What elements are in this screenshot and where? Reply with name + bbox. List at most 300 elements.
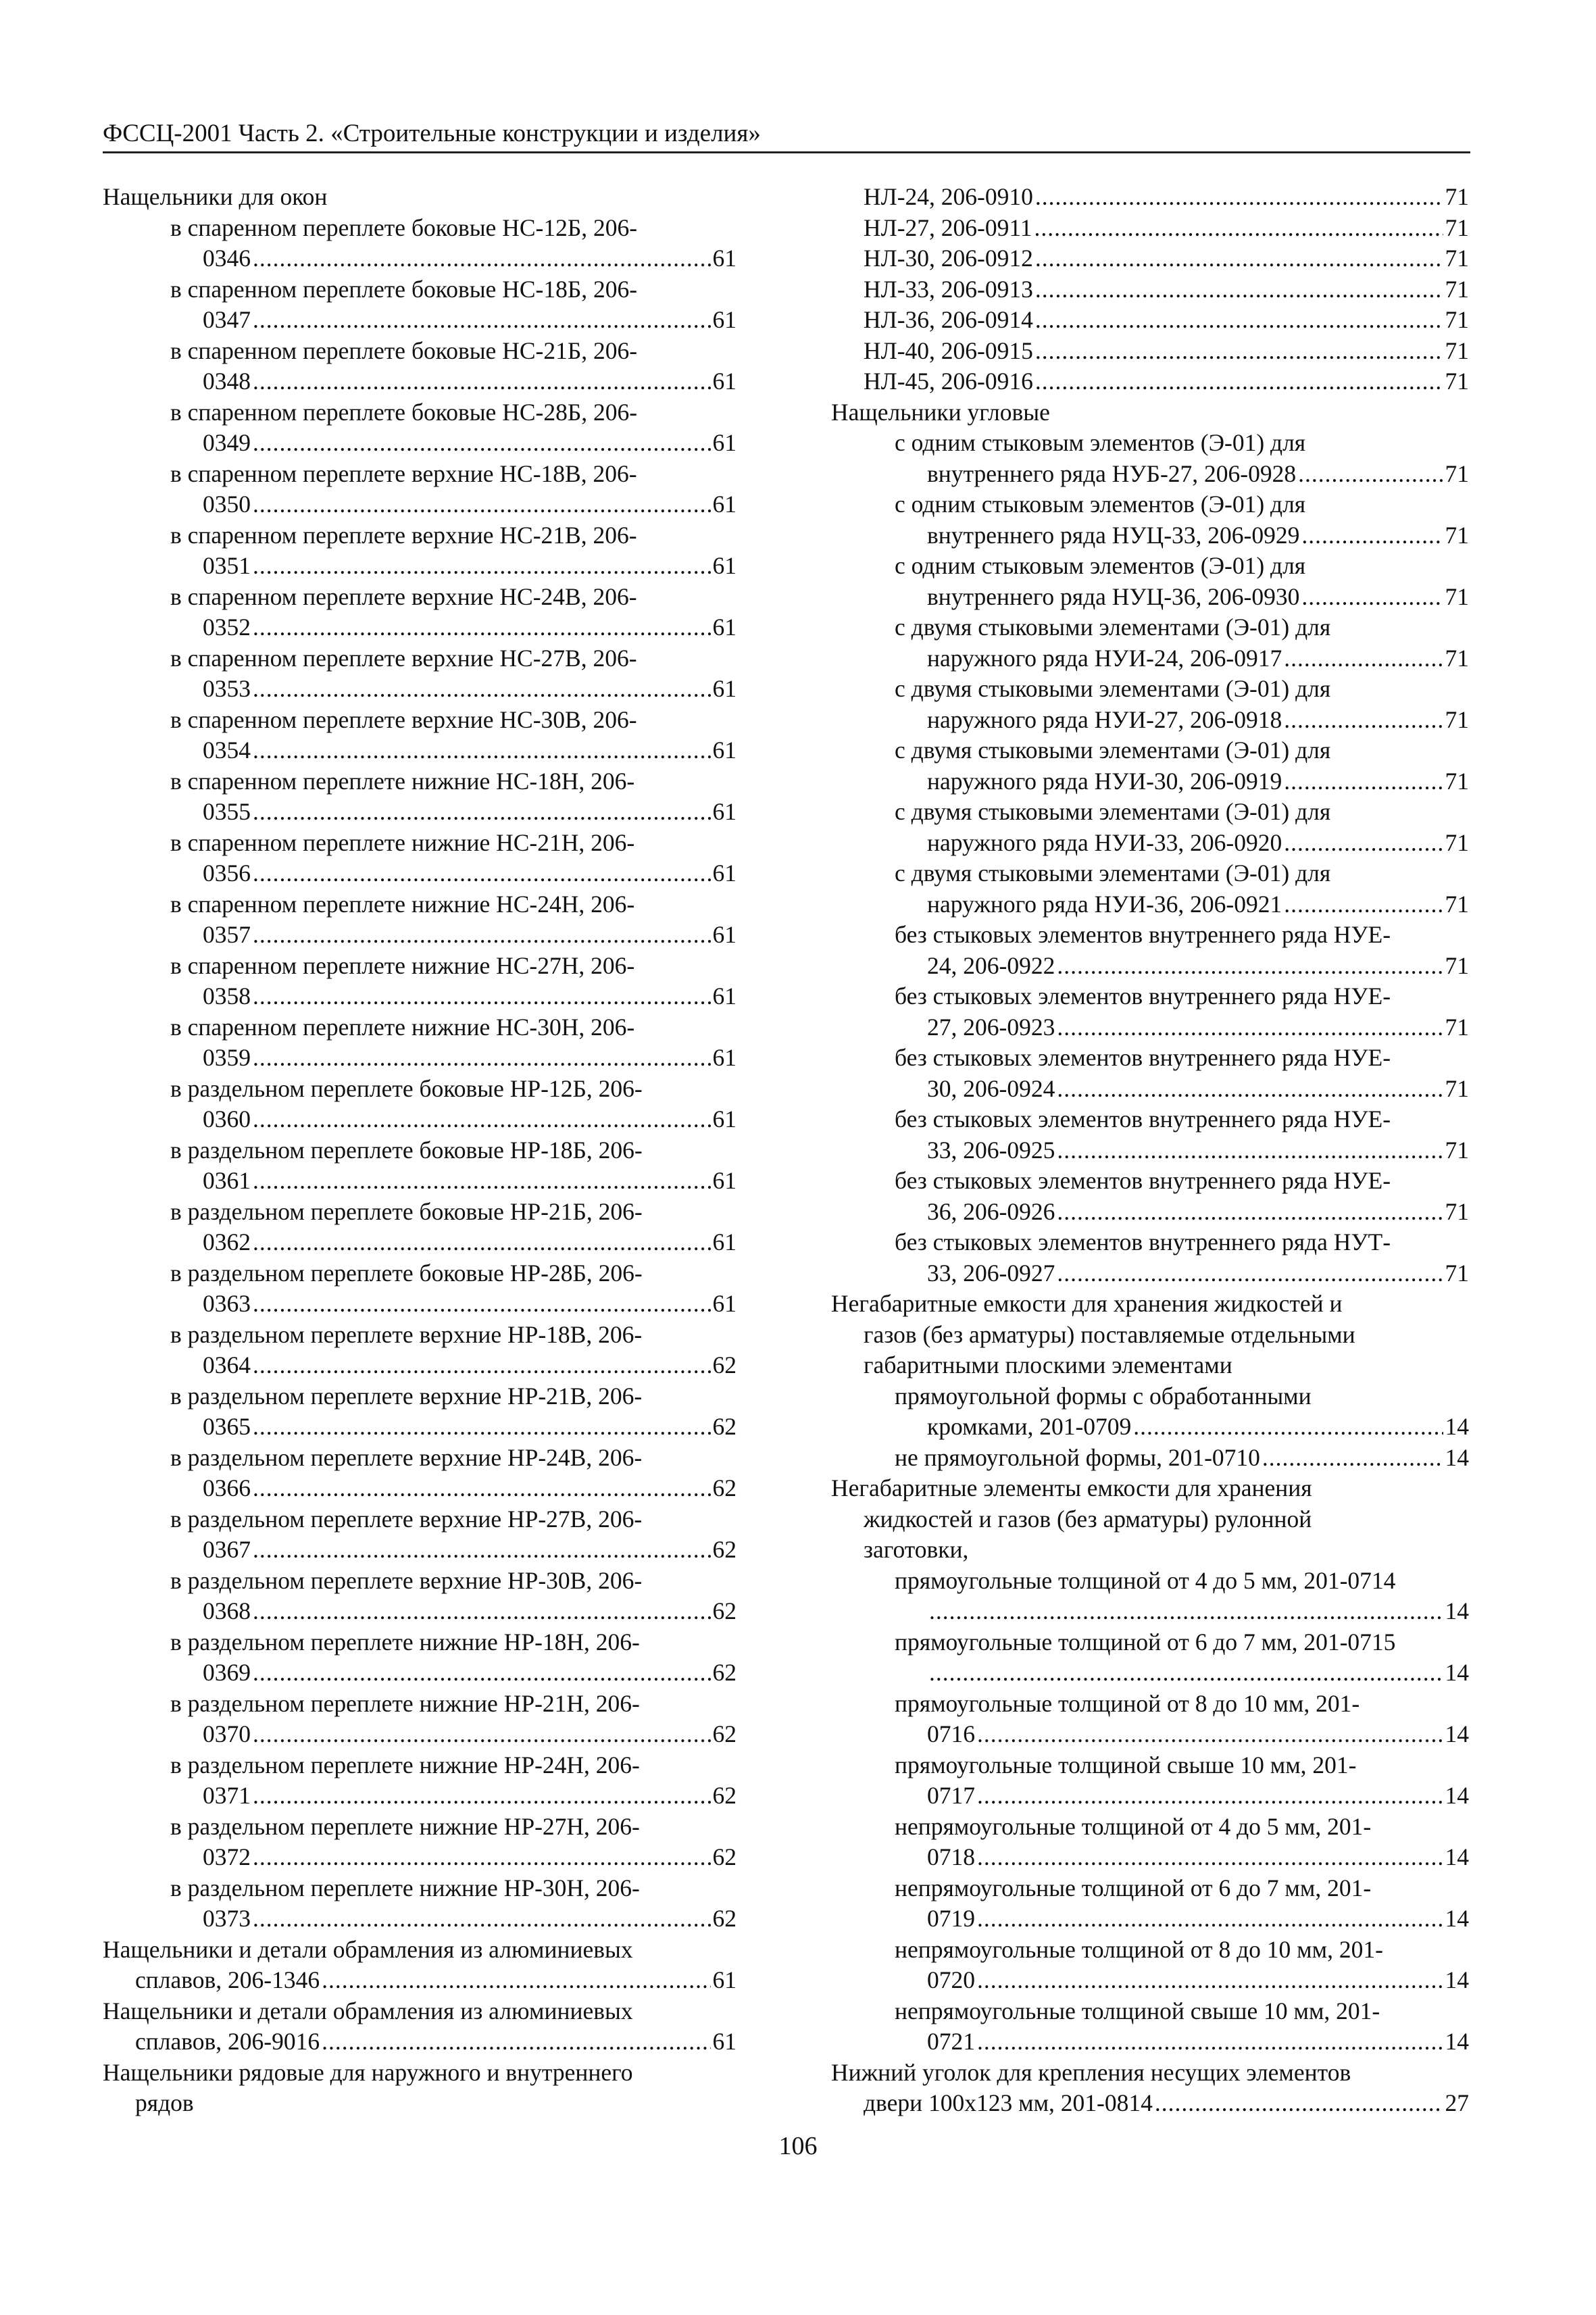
index-entry-line bbox=[103, 1812, 737, 1843]
entry-text: прямоугольной формы с обработанными bbox=[895, 1382, 1312, 1410]
index-entry-line bbox=[103, 1596, 737, 1627]
index-entry-line bbox=[103, 336, 737, 367]
entry-page-number: 71 bbox=[1445, 368, 1469, 395]
entry-text: прямоугольные толщиной от 4 до 5 мм, 201-0714 bbox=[895, 1566, 1396, 1594]
index-entry-line bbox=[831, 1566, 1469, 1597]
index-entry-line bbox=[103, 459, 737, 490]
dot-leader bbox=[253, 551, 711, 582]
index-entry-line bbox=[831, 1197, 1469, 1228]
index-entry-line bbox=[831, 643, 1469, 674]
dot-leader bbox=[1057, 1197, 1443, 1228]
index-entry-line bbox=[831, 920, 1469, 951]
index-entry-line bbox=[103, 981, 737, 1012]
dot-leader bbox=[253, 1473, 711, 1504]
entry-text: заготовки, bbox=[864, 1536, 969, 1563]
entry-page-number: 71 bbox=[1445, 1013, 1469, 1041]
dot-leader bbox=[253, 735, 711, 766]
dot-leader bbox=[322, 2026, 710, 2058]
entry-page-number: 71 bbox=[1445, 275, 1469, 303]
index-entry-line bbox=[831, 459, 1469, 490]
index-entry-line bbox=[103, 1689, 737, 1720]
entry-page-number: 71 bbox=[1445, 890, 1469, 918]
index-entry-line bbox=[831, 1812, 1469, 1843]
dot-leader bbox=[253, 858, 711, 889]
entry-page-number: 14 bbox=[1445, 2028, 1469, 2055]
entry-text: Нащельники угловые bbox=[831, 398, 1050, 426]
entry-page-number: 27 bbox=[1445, 2089, 1469, 2116]
entry-page-number: 71 bbox=[1445, 644, 1469, 672]
index-entry-line bbox=[103, 1781, 737, 1812]
index-entry-line bbox=[103, 889, 737, 920]
entry-text: 0721 bbox=[927, 2028, 975, 2055]
index-entry-line bbox=[103, 1504, 737, 1535]
index-entry-line bbox=[103, 612, 737, 643]
running-header: ФССЦ-2001 Часть 2. «Строительные конструкции и изделия» bbox=[103, 119, 1470, 153]
entry-text: в спаренном переплете нижние НС-27Н, 206- bbox=[170, 951, 635, 979]
entry-text: Нащельники для окон bbox=[103, 183, 328, 210]
index-entry-line bbox=[103, 1996, 737, 2027]
entry-page-number: 61 bbox=[712, 245, 737, 272]
entry-text: без стыковых элементов внутреннего ряда НУЕ- bbox=[895, 982, 1391, 1010]
entry-text: 0365 bbox=[203, 1413, 251, 1440]
entry-page-number: 71 bbox=[1445, 1136, 1469, 1164]
entry-text: в раздельном переплете боковые НР-28Б, 206- bbox=[170, 1259, 643, 1287]
entry-page-number: 61 bbox=[712, 921, 737, 948]
entry-text: 0720 bbox=[927, 1966, 975, 1993]
entry-text: 0357 bbox=[203, 921, 251, 948]
dot-leader bbox=[1035, 336, 1443, 367]
index-entry-line bbox=[103, 1381, 737, 1412]
dot-leader bbox=[929, 1596, 1443, 1627]
entry-text: в раздельном переплете нижние НР-30Н, 206- bbox=[170, 1874, 640, 1901]
index-entry-line bbox=[103, 213, 737, 244]
entry-text: в спаренном переплете боковые НС-21Б, 206- bbox=[170, 337, 638, 364]
entry-page-number: 62 bbox=[712, 1413, 737, 1440]
index-entry-line bbox=[831, 951, 1469, 982]
entry-text: в спаренном переплете нижние НС-18Н, 206- bbox=[170, 767, 635, 795]
entry-text: непрямоугольные толщиной от 8 до 10 мм, 201- bbox=[895, 1935, 1383, 1963]
dot-leader bbox=[253, 674, 711, 705]
index-entry-line bbox=[103, 858, 737, 889]
entry-text: в раздельном переплете верхние НР-30В, 206- bbox=[170, 1566, 643, 1594]
dot-leader bbox=[1262, 1443, 1443, 1474]
entry-text: сплавов, 206-9016 bbox=[135, 2028, 320, 2055]
index-entry-line bbox=[831, 1935, 1469, 1966]
dot-leader bbox=[929, 1658, 1443, 1689]
entry-page-number: 71 bbox=[1445, 306, 1469, 333]
index-entry-line bbox=[103, 1935, 737, 1966]
page-number: 106 bbox=[778, 2132, 818, 2160]
index-entry-line bbox=[831, 1903, 1469, 1935]
entry-text: наружного ряда НУИ-30, 206-0919 bbox=[927, 767, 1282, 795]
index-entry-line bbox=[831, 1043, 1469, 1074]
entry-page-number: 62 bbox=[712, 1905, 737, 1932]
entry-text: 36, 206-0926 bbox=[927, 1197, 1055, 1225]
entry-text: в раздельном переплете верхние НР-18В, 206- bbox=[170, 1320, 643, 1348]
entry-text: в спаренном переплете боковые НС-18Б, 206- bbox=[170, 275, 638, 303]
entry-text: 0354 bbox=[203, 737, 251, 764]
entry-text: 0371 bbox=[203, 1782, 251, 1809]
index-entry-line bbox=[103, 1197, 737, 1228]
entry-text: 0352 bbox=[203, 614, 251, 641]
index-entry-line bbox=[103, 1842, 737, 1873]
index-entry-line bbox=[831, 1596, 1469, 1627]
index-entry-line bbox=[103, 582, 737, 613]
entry-page-number: 61 bbox=[712, 1105, 737, 1132]
index-entry-line bbox=[103, 705, 737, 736]
index-entry-line bbox=[831, 1473, 1469, 1504]
entry-page-number: 61 bbox=[712, 1290, 737, 1317]
dot-leader bbox=[253, 612, 711, 643]
entry-text: Нащельники рядовые для наружного и внутреннего bbox=[103, 2058, 633, 2086]
dot-leader bbox=[977, 1781, 1443, 1812]
index-entry-line bbox=[831, 1074, 1469, 1105]
index-entry-line bbox=[831, 1689, 1469, 1720]
entry-text: с одним стыковым элементов (Э-01) для bbox=[895, 429, 1306, 456]
index-entry-line bbox=[103, 2026, 737, 2058]
entry-text: 0369 bbox=[203, 1659, 251, 1686]
index-entry-line bbox=[103, 274, 737, 305]
index-entry-line bbox=[831, 1504, 1469, 1535]
entry-page-number: 71 bbox=[1445, 459, 1469, 487]
index-entry-line bbox=[103, 243, 737, 274]
entry-text: в спаренном переплете нижние НС-24Н, 206- bbox=[170, 890, 635, 918]
index-entry-line bbox=[831, 766, 1469, 797]
entry-text: 0356 bbox=[203, 860, 251, 887]
index-entry-line bbox=[103, 1443, 737, 1474]
entry-text: 0350 bbox=[203, 491, 251, 518]
entry-text: в спаренном переплете верхние НС-21В, 206- bbox=[170, 521, 637, 549]
entry-text: 0370 bbox=[203, 1720, 251, 1747]
index-entry-line bbox=[831, 1258, 1469, 1289]
index-entry-line bbox=[103, 1719, 737, 1750]
dot-leader bbox=[253, 920, 711, 951]
entry-text: кромками, 201-0709 bbox=[927, 1413, 1132, 1440]
dot-leader bbox=[253, 1535, 711, 1566]
entry-page-number: 71 bbox=[1445, 951, 1469, 979]
entry-page-number: 14 bbox=[1445, 1966, 1469, 1993]
entry-text: внутреннего ряда НУЦ-36, 206-0930 bbox=[927, 582, 1300, 610]
index-entry-line bbox=[103, 1873, 737, 1904]
entry-text: габаритными плоскими элементами bbox=[864, 1351, 1232, 1378]
index-entry-line bbox=[831, 981, 1469, 1012]
entry-text: в раздельном переплете боковые НР-12Б, 206- bbox=[170, 1074, 643, 1102]
dot-leader bbox=[253, 1781, 711, 1812]
index-entry-line bbox=[831, 1658, 1469, 1689]
dot-leader bbox=[253, 1412, 711, 1443]
index-entry-line bbox=[831, 612, 1469, 643]
index-entry-line bbox=[831, 1873, 1469, 1904]
dot-leader bbox=[253, 1227, 711, 1258]
dot-leader bbox=[977, 1719, 1443, 1750]
index-entry-line bbox=[831, 336, 1469, 367]
index-entry-line bbox=[103, 428, 737, 459]
index-entry-line bbox=[831, 243, 1469, 274]
entry-text: прямоугольные толщиной от 8 до 10 мм, 201- bbox=[895, 1689, 1360, 1717]
index-entry-line bbox=[831, 1535, 1469, 1566]
dot-leader bbox=[1284, 828, 1443, 859]
dot-leader bbox=[1298, 459, 1443, 490]
index-entry-line bbox=[103, 2058, 737, 2089]
dot-leader bbox=[253, 1104, 711, 1135]
dot-leader bbox=[1057, 1258, 1443, 1289]
index-entry-line bbox=[831, 274, 1469, 305]
index-entry-line bbox=[103, 551, 737, 582]
index-entry-line bbox=[103, 520, 737, 551]
entry-text: жидкостей и газов (без арматуры) рулонной bbox=[864, 1505, 1312, 1533]
dot-leader bbox=[1035, 305, 1443, 336]
entry-page-number: 62 bbox=[712, 1597, 737, 1624]
entry-page-number: 61 bbox=[712, 1966, 737, 1993]
index-entry-line bbox=[103, 397, 737, 428]
entry-page-number: 61 bbox=[712, 306, 737, 333]
index-entry-line bbox=[831, 1166, 1469, 1197]
entry-text: 0360 bbox=[203, 1105, 251, 1132]
entry-text: в спаренном переплете верхние НС-24В, 206- bbox=[170, 582, 637, 610]
index-entry-line bbox=[103, 1043, 737, 1074]
index-entry-line bbox=[831, 1750, 1469, 1781]
entry-text: 24, 206-0922 bbox=[927, 951, 1055, 979]
index-entry-line bbox=[831, 520, 1469, 551]
entry-text: в спаренном переплете верхние НС-18В, 206- bbox=[170, 459, 637, 487]
index-entry-line bbox=[103, 305, 737, 336]
index-entry-line bbox=[831, 1965, 1469, 1996]
index-entry-line bbox=[103, 1012, 737, 1043]
entry-text: 0717 bbox=[927, 1782, 975, 1809]
index-entry-line bbox=[831, 1135, 1469, 1166]
dot-leader bbox=[1035, 274, 1443, 305]
dot-leader bbox=[253, 1903, 711, 1935]
entry-page-number: 62 bbox=[712, 1351, 737, 1378]
entry-text: непрямоугольные толщиной от 4 до 5 мм, 201- bbox=[895, 1812, 1372, 1840]
index-entry-line bbox=[831, 1996, 1469, 2027]
entry-text: без стыковых элементов внутреннего ряда НУТ- bbox=[895, 1228, 1391, 1255]
index-entry-line bbox=[103, 1074, 737, 1105]
dot-leader bbox=[253, 1658, 711, 1689]
dot-leader bbox=[1035, 243, 1443, 274]
entry-text: без стыковых элементов внутреннего ряда НУЕ- bbox=[895, 1105, 1391, 1132]
index-entry-line bbox=[831, 797, 1469, 828]
entry-text: 0372 bbox=[203, 1843, 251, 1870]
entry-text: в спаренном переплете нижние НС-21Н, 206- bbox=[170, 828, 635, 856]
entry-text: непрямоугольные толщиной от 6 до 7 мм, 201- bbox=[895, 1874, 1372, 1901]
entry-page-number: 61 bbox=[712, 2028, 737, 2055]
entry-page-number: 61 bbox=[712, 798, 737, 825]
index-entry-line bbox=[831, 2026, 1469, 2058]
entry-text: НЛ-36, 206-0914 bbox=[864, 306, 1033, 333]
entry-text: в спаренном переплете верхние НС-30В, 206- bbox=[170, 705, 637, 733]
entry-text: не прямоугольной формы, 201-0710 bbox=[895, 1443, 1260, 1471]
entry-text: 0368 bbox=[203, 1597, 251, 1624]
index-entry-line bbox=[103, 366, 737, 397]
entry-page-number: 62 bbox=[712, 1720, 737, 1747]
entry-text: Нащельники и детали обрамления из алюминиевых bbox=[103, 1935, 633, 1963]
index-column-right bbox=[831, 182, 1469, 2119]
entry-text: наружного ряда НУИ-33, 206-0920 bbox=[927, 828, 1282, 856]
entry-text: наружного ряда НУИ-36, 206-0921 bbox=[927, 890, 1282, 918]
entry-text: в спаренном переплете боковые НС-28Б, 206- bbox=[170, 398, 638, 426]
index-entry-line bbox=[831, 1719, 1469, 1750]
entry-text: прямоугольные толщиной от 6 до 7 мм, 201-0715 bbox=[895, 1628, 1396, 1656]
entry-text: с двумя стыковыми элементами (Э-01) для bbox=[895, 798, 1331, 825]
entry-text: НЛ-30, 206-0912 bbox=[864, 245, 1033, 272]
entry-page-number: 62 bbox=[712, 1536, 737, 1563]
entry-text: двери 100x123 мм, 201-0814 bbox=[864, 2089, 1153, 2116]
index-entry-line bbox=[831, 213, 1469, 244]
entry-text: НЛ-40, 206-0915 bbox=[864, 337, 1033, 364]
entry-page-number: 71 bbox=[1445, 337, 1469, 364]
entry-text: 0363 bbox=[203, 1290, 251, 1317]
dot-leader bbox=[1301, 520, 1443, 551]
entry-text: 0348 bbox=[203, 368, 251, 395]
index-entry-line bbox=[103, 489, 737, 520]
entry-text: в спаренном переплете верхние НС-27В, 206- bbox=[170, 644, 637, 672]
dot-leader bbox=[253, 797, 711, 828]
index-entry-line bbox=[103, 1412, 737, 1443]
dot-leader bbox=[253, 366, 711, 397]
entry-page-number: 14 bbox=[1445, 1843, 1469, 1870]
index-entry-line bbox=[831, 1320, 1469, 1351]
dot-leader bbox=[1284, 889, 1443, 920]
index-entry-line bbox=[103, 643, 737, 674]
dot-leader bbox=[253, 1719, 711, 1750]
dot-leader bbox=[1035, 182, 1443, 213]
index-entry-line bbox=[103, 1473, 737, 1504]
index-entry-line bbox=[831, 828, 1469, 859]
dot-leader bbox=[253, 1043, 711, 1074]
entry-text: в раздельном переплете нижние НР-18Н, 206- bbox=[170, 1628, 640, 1656]
entry-page-number: 14 bbox=[1445, 1782, 1469, 1809]
index-entry-line bbox=[831, 582, 1469, 613]
entry-page-number: 61 bbox=[712, 982, 737, 1010]
dot-leader bbox=[253, 1350, 711, 1381]
entry-text: Негабаритные емкости для хранения жидкостей и bbox=[831, 1290, 1343, 1317]
dot-leader bbox=[1057, 1135, 1443, 1166]
index-entry-line bbox=[103, 1903, 737, 1935]
entry-text: 0349 bbox=[203, 429, 251, 456]
entry-text: 0373 bbox=[203, 1905, 251, 1932]
index-entry-line bbox=[103, 182, 737, 213]
index-entry-line bbox=[831, 489, 1469, 520]
entry-page-number: 62 bbox=[712, 1843, 737, 1870]
index-entry-line bbox=[831, 305, 1469, 336]
entry-page-number: 62 bbox=[712, 1782, 737, 1809]
index-entry-line bbox=[831, 551, 1469, 582]
dot-leader bbox=[1284, 766, 1443, 797]
entry-page-number: 14 bbox=[1445, 1597, 1469, 1624]
dot-leader bbox=[253, 428, 711, 459]
index-entry-line bbox=[103, 1658, 737, 1689]
entry-text: в раздельном переплете верхние НР-21В, 206- bbox=[170, 1382, 643, 1410]
index-entry-line bbox=[831, 1412, 1469, 1443]
entry-text: 0716 bbox=[927, 1720, 975, 1747]
entry-text: 0366 bbox=[203, 1474, 251, 1501]
entry-text: с двумя стыковыми элементами (Э-01) для bbox=[895, 675, 1331, 702]
entry-text: 33, 206-0927 bbox=[927, 1259, 1055, 1287]
entry-text: 0346 bbox=[203, 245, 251, 272]
index-entry-line bbox=[103, 735, 737, 766]
index-entry-line bbox=[103, 766, 737, 797]
index-entry-line bbox=[103, 951, 737, 982]
index-entry-line bbox=[103, 1535, 737, 1566]
entry-page-number: 71 bbox=[1445, 767, 1469, 795]
index-entry-line bbox=[831, 889, 1469, 920]
entry-page-number: 61 bbox=[712, 1167, 737, 1194]
dot-leader bbox=[1284, 705, 1443, 736]
index-entry-line bbox=[103, 1289, 737, 1320]
entry-page-number: 71 bbox=[1445, 1074, 1469, 1102]
entry-text: в раздельном переплете верхние НР-24В, 206- bbox=[170, 1443, 643, 1471]
entry-page-number: 14 bbox=[1445, 1720, 1469, 1747]
dot-leader bbox=[977, 1965, 1443, 1996]
index-entry-line bbox=[831, 1227, 1469, 1258]
entry-text: внутреннего ряда НУБ-27, 206-0928 bbox=[927, 459, 1297, 487]
dot-leader bbox=[1057, 1074, 1443, 1105]
index-entry-line bbox=[831, 1350, 1469, 1381]
entry-text: НЛ-27, 206-0911 bbox=[864, 214, 1032, 241]
entry-text: 33, 206-0925 bbox=[927, 1136, 1055, 1164]
index-entry-line bbox=[831, 182, 1469, 213]
index-entry-line bbox=[831, 397, 1469, 428]
entry-page-number: 14 bbox=[1445, 1659, 1469, 1686]
dot-leader bbox=[253, 1166, 711, 1197]
index-entry-line bbox=[831, 1381, 1469, 1412]
entry-text: без стыковых элементов внутреннего ряда НУЕ- bbox=[895, 1044, 1391, 1071]
index-entry-line bbox=[831, 1104, 1469, 1135]
index-entry-line bbox=[103, 920, 737, 951]
index-entry-line bbox=[103, 1104, 737, 1135]
dot-leader bbox=[1035, 366, 1443, 397]
entry-text: в раздельном переплете верхние НР-27В, 206- bbox=[170, 1505, 643, 1533]
dot-leader bbox=[253, 1842, 711, 1873]
dot-leader bbox=[1284, 643, 1443, 674]
dot-leader bbox=[1034, 213, 1443, 244]
entry-text: без стыковых элементов внутреннего ряда НУЕ- bbox=[895, 1167, 1391, 1194]
index-entry-line bbox=[831, 366, 1469, 397]
entry-page-number: 61 bbox=[712, 675, 737, 702]
index-entry-line bbox=[103, 1135, 737, 1166]
entry-text: НЛ-24, 206-0910 bbox=[864, 183, 1033, 210]
entry-text: с двумя стыковыми элементами (Э-01) для bbox=[895, 860, 1331, 887]
entry-text: с двумя стыковыми элементами (Э-01) для bbox=[895, 737, 1331, 764]
entry-text: 27, 206-0923 bbox=[927, 1013, 1055, 1041]
entry-page-number: 61 bbox=[712, 429, 737, 456]
index-entry-line bbox=[831, 705, 1469, 736]
entry-text: Нащельники и детали обрамления из алюминиевых bbox=[103, 1997, 633, 2024]
dot-leader bbox=[322, 1965, 710, 1996]
index-entry-line bbox=[831, 1443, 1469, 1474]
index-entry-line bbox=[103, 1566, 737, 1597]
entry-page-number: 61 bbox=[712, 552, 737, 579]
dot-leader bbox=[1057, 951, 1443, 982]
entry-text: без стыковых элементов внутреннего ряда НУЕ- bbox=[895, 921, 1391, 948]
entry-page-number: 62 bbox=[712, 1474, 737, 1501]
entry-page-number: 71 bbox=[1445, 183, 1469, 210]
entry-text: 0358 bbox=[203, 982, 251, 1010]
index-entry-line bbox=[831, 1012, 1469, 1043]
entry-page-number: 71 bbox=[1445, 1259, 1469, 1287]
entry-text: 0353 bbox=[203, 675, 251, 702]
entry-page-number: 71 bbox=[1445, 214, 1469, 241]
entry-text: наружного ряда НУИ-24, 206-0917 bbox=[927, 644, 1282, 672]
entry-page-number: 61 bbox=[712, 1044, 737, 1071]
index-entry-line bbox=[103, 1750, 737, 1781]
dot-leader bbox=[253, 489, 711, 520]
entry-text: 0359 bbox=[203, 1044, 251, 1071]
entry-text: в спаренном переплете боковые НС-12Б, 206- bbox=[170, 214, 638, 241]
entry-text: 0719 bbox=[927, 1905, 975, 1932]
dot-leader bbox=[1155, 2088, 1443, 2119]
